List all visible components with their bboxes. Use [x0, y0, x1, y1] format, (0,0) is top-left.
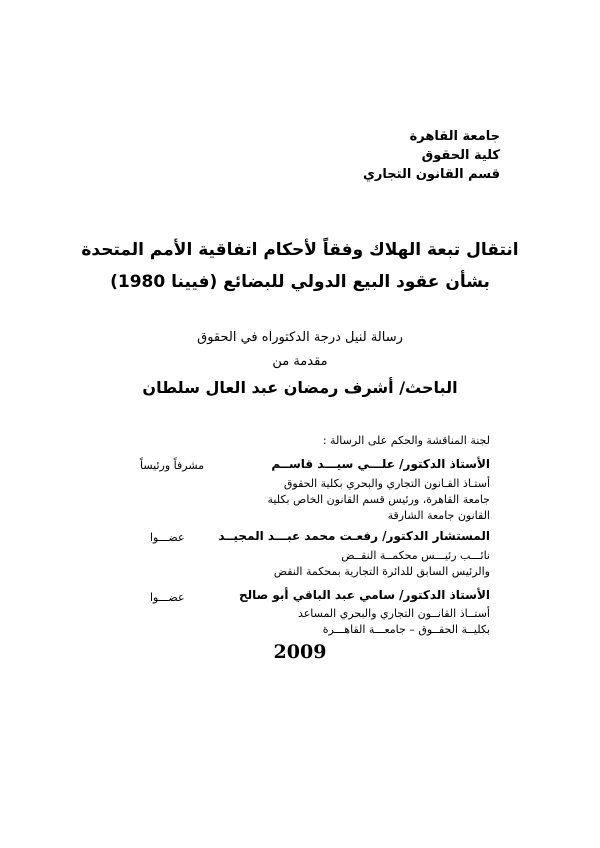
committee-member-2-role: عضـــوا	[150, 531, 185, 544]
detail-line: جامعة القاهرة، ورئيس قسم القانون الخاص بكلية	[267, 493, 490, 506]
degree-text: رسالة لنيل درجة الدكتوراه في الحقوق	[197, 330, 403, 345]
committee-member-1-details	[268, 476, 490, 524]
committee-member-2-details	[274, 548, 490, 580]
thesis-title-line-2: بشأن عقود البيع الدولي للبضائع (فيينا 1980)	[110, 272, 490, 292]
committee-heading: لجنة المناقشة والحكم على الرسالة :	[322, 434, 490, 447]
thesis-year: 2009	[273, 641, 327, 663]
committee-member-2-name: المستشار الدكتور/ رفعـت محمد عبـــد المجيــد	[218, 529, 490, 543]
faculty-name: كلية الحقوق	[421, 148, 500, 163]
detail-line: نائـــب رئيـــس محكمــة النقــض	[341, 549, 490, 562]
presented-by: مقدمة من	[272, 354, 328, 369]
committee-member-1-name: الأستاذ الدكتور/ علـــي سيـــد قاســم	[271, 457, 490, 471]
researcher-name: الباحث/ أشرف رمضان عبد العال سلطان	[142, 378, 458, 397]
department-name: قسم القانون التجاري	[363, 167, 500, 182]
institution-block	[363, 127, 500, 184]
committee-member-3-details	[298, 606, 490, 638]
detail-line: أستـاذ القـانون التجاري والبحري بكلية الحقوق	[283, 477, 490, 490]
detail-line: والرئيس السابق للدائرة التجارية بمحكمة النقض	[273, 565, 490, 578]
committee-member-3-role: عضـــوا	[150, 591, 185, 604]
thesis-title-line-1: انتقال تبعة الهلاك وفقاً لأحكام اتفاقية الأمم المتحدة	[81, 240, 519, 260]
committee-member-1-role: مشرفاً ورئيساً	[140, 459, 205, 472]
detail-line: أستــاذ القانــون التجاري والبحري المساعد	[297, 607, 490, 620]
detail-line: بكليــة الحقــوق – جامعـــة القاهـــرة	[322, 623, 490, 636]
university-name: جامعة القاهرة	[409, 129, 500, 144]
detail-line: القانون جامعة الشارقة	[387, 509, 490, 522]
committee-member-3-name: الأستاذ الدكتور/ سامي عبد الباقي أبو صالح	[238, 588, 490, 602]
